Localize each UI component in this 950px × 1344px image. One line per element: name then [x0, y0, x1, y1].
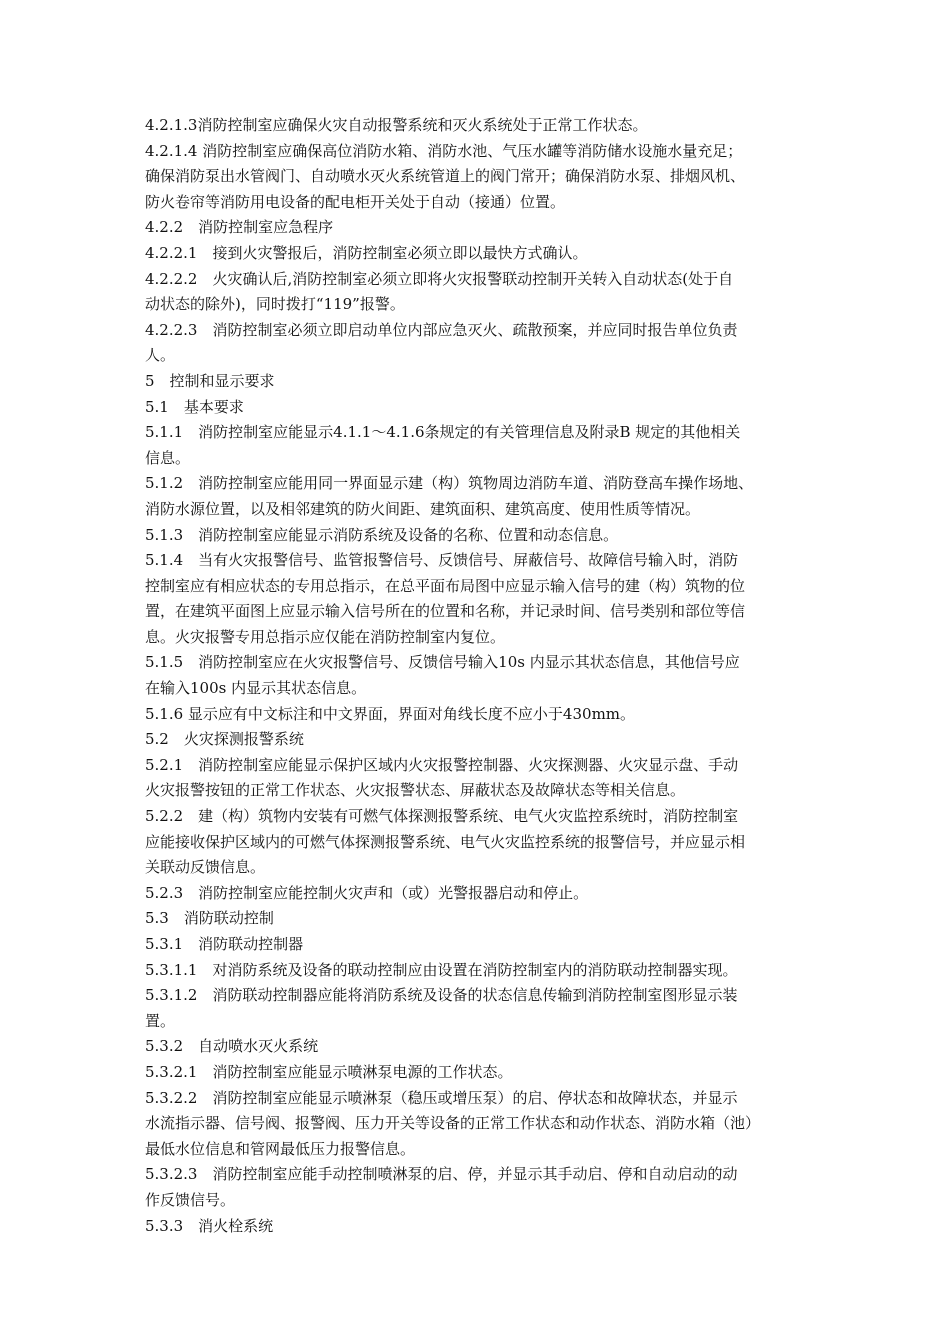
- subsection-heading: 5.3.1 消防联动控制器: [145, 935, 304, 953]
- text-line: 作反馈信号。: [145, 1190, 236, 1209]
- text-line: 5.3.1.2 消防联动控制器应能将消防系统及设备的状态信息传输到消防控制室图形显示装: [145, 986, 738, 1005]
- text-line: 4.2.2.1 接到火灾警报后，消防控制室必须立即以最快方式确认。: [145, 243, 588, 262]
- text-line: 息。火灾报警专用总指示应仅能在消防控制室内复位。: [145, 627, 506, 646]
- text-line: 5.1.5 消防控制室应在火灾报警信号、反馈信号输入10s 内显示其状态信息，其他信号应: [145, 653, 740, 672]
- section-heading: 4.2.2 消防控制室应急程序: [145, 218, 334, 237]
- text-line: 防火卷帘等消防用电设备的配电柜开关处于自动（接通）位置。: [145, 192, 566, 211]
- text-line: 关联动反馈信息。: [145, 858, 266, 877]
- text-line: 信息。: [145, 448, 191, 467]
- section-heading: 5.3 消防联动控制: [145, 909, 274, 928]
- text-line: 动状态的除外)，同时拨打“119”报警。: [145, 295, 405, 314]
- text-line: 人。: [145, 346, 176, 365]
- text-line: 5.1.1 消防控制室应能显示4.1.1～4.1.6条规定的有关管理信息及附录B 规定的其他相关: [145, 423, 741, 442]
- text-line: 4.2.1.4 消防控制室应确保高位消防水箱、消防水池、气压水罐等消防储水设施水量充足；: [145, 141, 743, 160]
- text-line: 火灾报警按钮的正常工作状态、火灾报警状态、屏蔽状态及故障状态等相关信息。: [145, 781, 686, 800]
- section-heading: 5.2 火灾探测报警系统: [145, 730, 304, 749]
- text-line: 5.3.2.1 消防控制室应能显示喷淋泵电源的工作状态。: [145, 1062, 513, 1081]
- text-line: 4.2.2.2 火灾确认后,消防控制室必须立即将火灾报警联动控制开关转入自动状态(处于自: [145, 269, 734, 288]
- subsection-heading: 5.3.3 消火栓系统: [145, 1216, 274, 1235]
- text-line: 最低水位信息和管网最低压力报警信息。: [145, 1139, 416, 1158]
- subsection-heading: 5.3.2 自动喷水灭火系统: [145, 1037, 319, 1056]
- text-line: 5.1.2 消防控制室应能用同一界面显示建（构）筑物周边消防车道、消防登高车操作场地、: [145, 474, 754, 493]
- text-line: 5.2.2 建（构）筑物内安装有可燃气体探测报警系统、电气火灾监控系统时，消防控制室: [145, 807, 739, 826]
- text-line: 5.2.3 消防控制室应能控制火灾声和（或）光警报器启动和停止。: [145, 883, 589, 902]
- text-line: 4.2.2.3 消防控制室必须立即启动单位内部应急灭火、疏散预案，并应同时报告单位负责: [145, 320, 738, 339]
- chapter-heading: 5 控制和显示要求: [145, 371, 275, 390]
- text-line: 消防水源位置，以及相邻建筑的防火间距、建筑面积、建筑高度、使用性质等情况。: [145, 499, 701, 518]
- text-line: 4.2.1.3消防控制室应确保火灾自动报警系统和灭火系统处于正常工作状态。: [145, 116, 648, 134]
- document-page: [145, 113, 815, 1239]
- text-line: 5.1.4 当有火灾报警信号、监管报警信号、反馈信号、屏蔽信号、故障信号输入时，消防: [145, 551, 739, 570]
- text-line: 5.3.2.2 消防控制室应能显示喷淋泵（稳压或增压泵）的启、停状态和故障状态，并显示: [145, 1088, 738, 1107]
- text-line: 水流指示器、信号阀、报警阀、压力开关等设备的正常工作状态和动作状态、消防水箱（池）: [145, 1114, 761, 1133]
- text-line: 在输入100s 内显示其状态信息。: [145, 679, 367, 698]
- text-line: 5.1.3 消防控制室应能显示消防系统及设备的名称、位置和动态信息。: [145, 525, 619, 544]
- text-line: 确保消防泵出水管阀门、自动喷水灭火系统管道上的阀门常开；确保消防水泵、排烟风机、: [145, 167, 746, 186]
- text-line: 应能接收保护区域内的可燃气体探测报警系统、电气火灾监控系统的报警信号，并应显示相: [145, 832, 746, 851]
- text-line: 置。: [145, 1011, 176, 1030]
- text-line: 控制室应有相应状态的专用总指示，在总平面布局图中应显示输入信号的建（构）筑物的位: [145, 576, 746, 595]
- text-line: 5.1.6 显示应有中文标注和中文界面，界面对角线长度不应小于430mm。: [145, 704, 636, 723]
- text-line: 置，在建筑平面图上应显示输入信号所在的位置和名称，并记录时间、信号类别和部位等信: [145, 602, 746, 621]
- text-line: 5.3.2.3 消防控制室应能手动控制喷淋泵的启、停，并显示其手动启、停和自动启动的动: [145, 1165, 738, 1184]
- section-heading: 5.1 基本要求: [145, 397, 244, 416]
- text-line: 5.3.1.1 对消防系统及设备的联动控制应由设置在消防控制室内的消防联动控制器实现。: [145, 960, 738, 979]
- text-line: 5.2.1 消防控制室应能显示保护区域内火灾报警控制器、火灾探测器、火灾显示盘、手动: [145, 755, 739, 774]
